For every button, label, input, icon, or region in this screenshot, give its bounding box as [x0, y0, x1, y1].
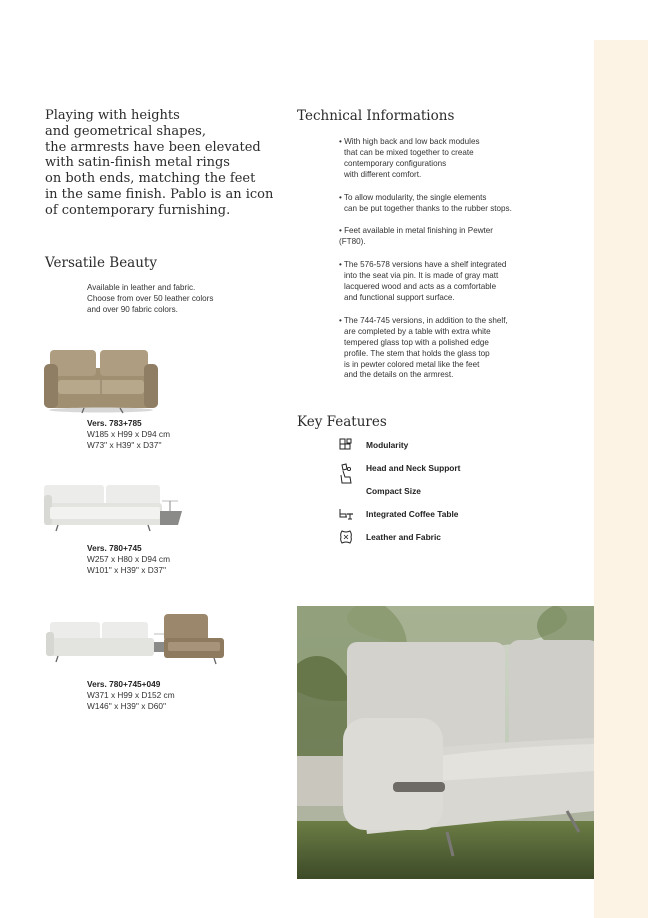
feature-label: Head and Neck Support — [366, 463, 461, 473]
feature-label: Integrated Coffee Table — [366, 509, 459, 519]
technical-line: tempered glass top with a polished edge — [344, 337, 489, 347]
intro-line: the armrests have been elevated — [45, 139, 261, 155]
version-imperial: W146'' x H39'' x D60'' — [87, 701, 167, 712]
technical-line: is in pewter colored metal like the feet — [344, 359, 480, 369]
technical-line: and functional support surface. — [344, 292, 455, 302]
leather-fabric-icon — [339, 530, 353, 544]
feature-leather-and-fabric — [339, 529, 441, 545]
feature-integrated-coffee-table — [339, 506, 458, 522]
versatile-line: Choose from over 50 leather colors — [87, 293, 214, 303]
technical-line: can be put together thanks to the rubber stops. — [344, 203, 512, 213]
technical-line: • The 576-578 versions have a shelf integrated — [339, 260, 507, 270]
technical-item — [339, 316, 579, 381]
version-780-745-049 — [87, 679, 175, 713]
coffee-table-icon — [339, 507, 353, 521]
version-imperial: W101'' x H39'' x D37'' — [87, 565, 167, 576]
technical-list — [339, 137, 579, 393]
intro-line: in the same finish. Pablo is an icon — [45, 186, 274, 202]
technical-line: contemporary configurations — [344, 158, 447, 168]
technical-item — [339, 137, 579, 181]
feature-label: Compact Size — [366, 486, 421, 496]
feature-head-neck-support — [339, 460, 460, 476]
sofa-image-780-745 — [44, 481, 184, 533]
key-features-heading: Key Features — [297, 414, 387, 430]
version-780-745 — [87, 543, 170, 577]
technical-line: with different comfort. — [344, 169, 422, 179]
version-name: Vers. 783+785 — [87, 418, 142, 428]
sofa-image-780-745-049 — [46, 612, 226, 668]
feature-label: Modularity — [366, 440, 409, 450]
technical-item — [339, 260, 579, 304]
technical-line: are completed by a table with extra white — [344, 326, 491, 336]
technical-informations-heading: Technical Informations — [297, 108, 455, 124]
technical-item — [339, 193, 579, 215]
versatile-line: and over 90 fabric colors. — [87, 304, 178, 314]
intro-line: Playing with heights — [45, 108, 180, 123]
feature-modularity — [339, 437, 408, 453]
version-metric: W185 x H99 x D94 cm — [87, 429, 170, 440]
technical-line: • To allow modularity, the single elements — [339, 192, 487, 202]
technical-line: • With high back and low back modules — [339, 137, 480, 146]
technical-line: profile. The stem that holds the glass top — [344, 348, 490, 358]
modularity-icon — [339, 438, 353, 452]
technical-line: lacquered wood and acts as a comfortable — [344, 282, 497, 292]
versatile-beauty-text — [87, 283, 213, 316]
versatile-line: Available in leather and fabric. — [87, 283, 196, 292]
technical-line: that can be mixed together to create — [344, 147, 474, 157]
version-name: Vers. 780+745+049 — [87, 679, 161, 689]
intro-paragraph — [45, 108, 285, 219]
versatile-beauty-heading: Versatile Beauty — [45, 255, 157, 271]
intro-line: and geometrical shapes, — [45, 123, 206, 139]
version-metric: W257 x H80 x D94 cm — [87, 554, 170, 565]
version-metric: W371 x H99 x D152 cm — [87, 690, 175, 701]
headrest-icon — [339, 463, 353, 485]
feature-compact-size — [339, 483, 421, 499]
technical-line: and the details on the armrest. — [344, 370, 454, 380]
technical-line: • Feet available in metal finishing in Pewter — [339, 226, 493, 236]
sofa-image-783-785 — [44, 344, 158, 414]
side-color-band — [594, 40, 648, 918]
intro-line: on both ends, matching the feet — [45, 171, 256, 187]
version-imperial: W73'' x H39'' x D37'' — [87, 440, 162, 451]
technical-line: (FT80). — [339, 237, 366, 247]
lifestyle-photo — [297, 606, 594, 879]
technical-line: into the seat via pin. It is made of gray matt — [344, 271, 499, 281]
intro-line: of contemporary furnishing. — [45, 202, 231, 218]
version-name: Vers. 780+745 — [87, 543, 142, 553]
technical-line: • The 744-745 versions, in addition to the shelf, — [339, 315, 508, 325]
technical-item — [339, 226, 579, 248]
compact-size-spacer — [339, 484, 353, 498]
feature-label: Leather and Fabric — [366, 532, 441, 542]
version-783-785 — [87, 418, 170, 452]
intro-line: with satin-finish metal rings — [45, 155, 230, 171]
